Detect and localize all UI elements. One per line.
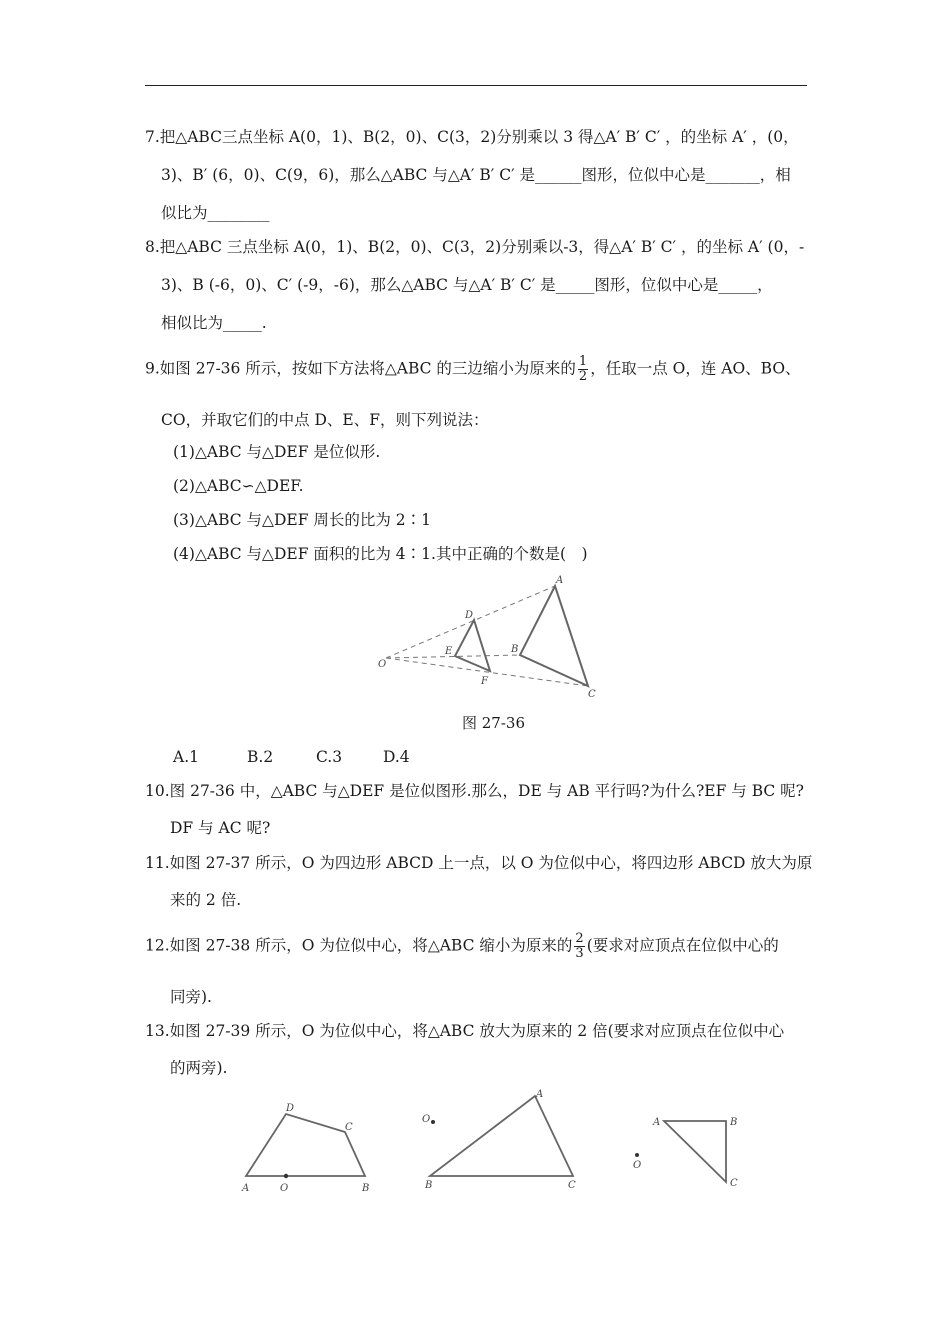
- q8-line2: 3)、B (-6，0)、C′ (-9，-6)，那么△ABC 与△A′ B′ C′ 是_____图形，位似中心是_____，: [161, 276, 773, 294]
- label-b: B: [362, 1183, 370, 1194]
- triangle-abc: [430, 1096, 573, 1176]
- label-b: B: [730, 1117, 738, 1128]
- label-e: E: [445, 646, 453, 657]
- q9-statement-1: (1)△ABC 与△DEF 是位似形.: [173, 443, 381, 461]
- point-o: [284, 1174, 288, 1178]
- q9-frac-den: 2: [578, 369, 588, 384]
- label-o: O: [633, 1160, 642, 1171]
- q8-line1: 8.把△ABC 三点坐标 A(0，1)、B(2，0)、C(3，2)分别乘以-3，得△A′ B′ C′ ，的坐标 A′ (0，-: [145, 238, 805, 256]
- q12-fraction: [574, 932, 584, 961]
- q9-line1-post: ，任取一点 O，连 AO、BO、: [590, 359, 801, 378]
- point-o: [635, 1153, 639, 1157]
- q13-line1: 13.如图 27-39 所示，O 为位似中心，将△ABC 放大为原来的 2 倍(要求对应顶点在位似中心: [145, 1022, 785, 1040]
- figure-27-36: [370, 570, 610, 705]
- q13-line2: 的两旁).: [170, 1059, 228, 1077]
- q12-line1-pre: 12.如图 27-38 所示，O 为位似中心，将△ABC 缩小为原来的: [145, 936, 573, 955]
- q12-frac-den: 3: [575, 946, 584, 961]
- label-c: C: [730, 1178, 738, 1189]
- label-b: B: [511, 644, 519, 655]
- label-o: O: [280, 1183, 289, 1194]
- q7-line1: 7.把△ABC三点坐标 A(0，1)、B(2，0)、C(3，2)分别乘以 3 得△A′ B′ C′ ，的坐标 A′ ，(0，: [145, 128, 799, 146]
- q7-line3: 似比为________: [161, 204, 270, 222]
- q10-line2: DF 与 AC 呢?: [170, 819, 271, 837]
- label-c: C: [345, 1122, 353, 1133]
- point-o: [431, 1120, 435, 1124]
- q11-line2: 来的 2 倍.: [170, 891, 242, 909]
- triangle-abc: [664, 1121, 726, 1182]
- q9-statement-2: (2)△ABC∽△DEF.: [173, 477, 304, 495]
- q12-frac-num: 2: [575, 931, 584, 946]
- label-a: A: [242, 1183, 250, 1194]
- label-o: O: [422, 1114, 431, 1125]
- dashed-line-oa: [386, 586, 555, 658]
- q9-statement-3: (3)△ABC 与△DEF 周长的比为 2∶1: [173, 511, 432, 529]
- dashed-line-ob: [386, 655, 520, 658]
- header-rule: [145, 85, 807, 86]
- label-a: A: [653, 1117, 661, 1128]
- q9-choice-a: A.1: [173, 748, 199, 766]
- q9-statement-4: (4)△ABC 与△DEF 面积的比为 4∶1.其中正确的个数是( ): [173, 545, 588, 563]
- q9-fraction: [578, 355, 588, 384]
- triangle-abc: [520, 586, 588, 686]
- q9-choice-d: D.4: [383, 748, 410, 766]
- figure-27-36-caption: 图 27-36: [462, 714, 526, 732]
- triangle-def: [455, 620, 490, 671]
- label-c: C: [588, 689, 596, 700]
- q9-choice-c: C.3: [316, 748, 343, 766]
- label-f: F: [481, 676, 488, 687]
- label-b: B: [425, 1180, 433, 1191]
- q7-line2: 3)、B′ (6，0)、C(9，6)，那么△ABC 与△A′ B′ C′ 是______图形，位似中心是_______，相: [161, 166, 791, 184]
- label-d: D: [286, 1103, 295, 1114]
- q9-line1: [145, 355, 801, 384]
- q9-choice-b: B.2: [247, 748, 274, 766]
- q9-line2: CO，并取它们的中点 D、E、F，则下列说法：: [161, 411, 489, 429]
- figure-27-39: [625, 1105, 745, 1195]
- q12-line2: 同旁).: [170, 988, 212, 1006]
- label-o: O: [378, 659, 387, 670]
- q12-line1-post: (要求对应顶点在位似中心的: [586, 936, 779, 955]
- figure-27-37: [232, 1098, 382, 1198]
- q11-line1: 11.如图 27-37 所示，O 为四边形 ABCD 上一点，以 O 为位似中心，将四边形 ABCD 放大为原: [145, 854, 813, 872]
- q9-line1-pre: 9.如图 27-36 所示，按如下方法将△ABC 的三边缩小为原来的: [145, 359, 576, 378]
- label-d: D: [465, 610, 474, 621]
- q12-line1: [145, 932, 779, 961]
- figure-27-38: [415, 1085, 595, 1195]
- q9-frac-num: 1: [578, 354, 588, 369]
- label-c: C: [568, 1180, 576, 1191]
- q8-line3: 相似比为_____.: [161, 314, 267, 332]
- label-a: A: [556, 575, 564, 586]
- q10-line1: 10.图 27-36 中，△ABC 与△DEF 是位似图形.那么，DE 与 AB 平行吗?为什么?EF 与 BC 呢?: [145, 782, 804, 800]
- label-a: A: [536, 1089, 544, 1100]
